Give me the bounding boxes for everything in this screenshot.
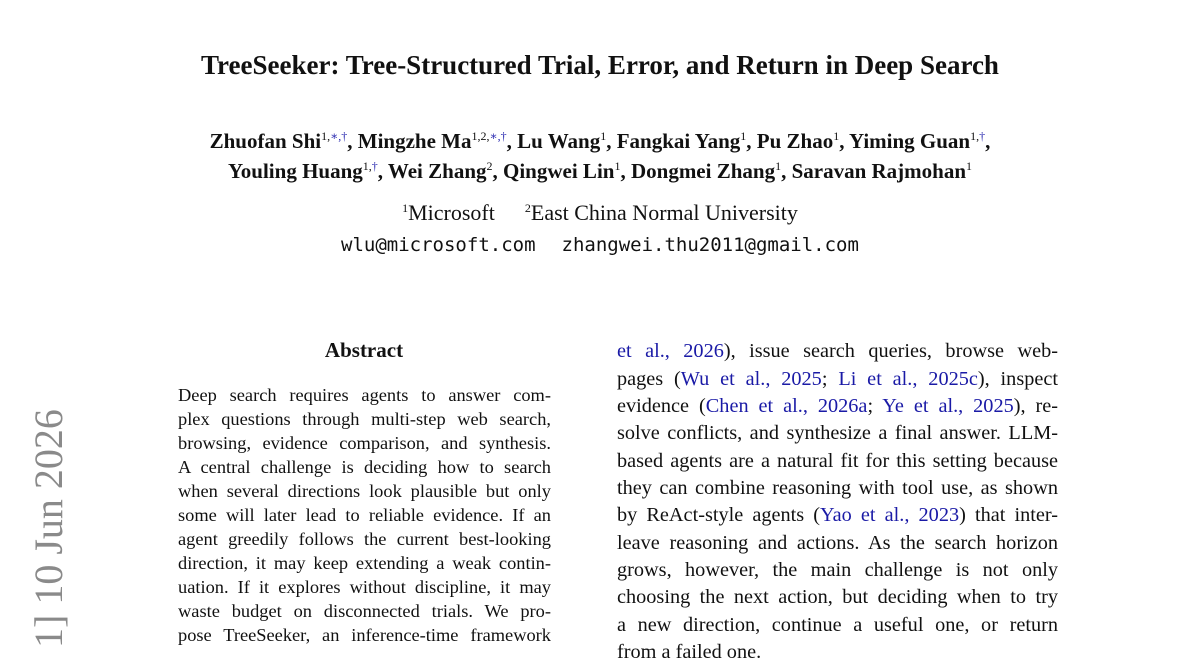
citation-link[interactable]: Ye et al., 2025 [882, 395, 1014, 417]
abstract-line: browsing, evidence comparison, and synthesis. [178, 433, 551, 453]
author: Youling Huang$^{1,\dagger}$, [227, 159, 388, 183]
abstract-line: pose TreeSeeker, an inference-time framework [178, 625, 551, 645]
author: Saravan Rajmohan$^1$ [791, 159, 973, 183]
author: Mingzhe $Ma^{1,2,∗,\dagger}$, [357, 129, 518, 153]
author: Pu Zhao$^1$, [756, 129, 849, 153]
affiliations [0, 199, 1200, 227]
abstract-line: waste budget on disconnected trials. We pro- [178, 601, 551, 621]
abstract-heading: Abstract [324, 338, 404, 362]
abstract-line: Deep search requires agents to answer com- [178, 385, 551, 405]
citation-link[interactable]: Wu et al., 2025 [680, 368, 822, 390]
paper-title: TreeSeeker: Tree-Structured Trial, Error, and Return in Deep Search [201, 50, 999, 80]
affiliation: $^2$East China Normal University [524, 200, 798, 225]
author: Yiming Guan$^{1,\dagger}$, [848, 129, 991, 153]
author: Dongmei Zhang$^1$, [630, 159, 792, 183]
abstract-line: agent greedily follows the current best-looking [178, 529, 551, 549]
citation-link[interactable]: Yao et al., 2023 [820, 504, 960, 526]
citation-link[interactable]: et al., 2026 [617, 340, 724, 362]
body-line: they can combine reasoning with tool use, as shown [617, 477, 1058, 499]
body-line: by ReAct-style agents (Yao et al., 2023) that inter- [617, 504, 1058, 526]
body-line: based agents are a natural fit for this setting because [617, 450, 1058, 472]
body-line: from a failed one. [617, 641, 762, 663]
author-list [0, 126, 1200, 186]
email-link[interactable]: zhangwei.thu2011@gmail.com [561, 234, 859, 256]
abstract-line: plex questions through multi-step web search, [178, 409, 551, 429]
abstract-line: uation. If it explores without discipline, it may [178, 577, 551, 597]
author-emails [0, 232, 1200, 258]
body-line: a new direction, continue a useful one, or return [617, 614, 1058, 636]
abstract-line: A central challenge is deciding how to search [178, 457, 551, 477]
body-line: choosing the next action, but deciding when to try [617, 586, 1058, 608]
author: Lu Wang$^1$, [517, 129, 617, 153]
body-line: solve conflicts, and synthesize a final answer. LLM- [617, 422, 1058, 444]
body-line: pages (Wu et al., 2025; Li et al., 2025c), inspect [617, 368, 1058, 390]
citation-link[interactable]: Li et al., 2025c [838, 368, 978, 390]
body-line: grows, however, the main challenge is not only [617, 559, 1058, 581]
body-line: evidence (Chen et al., 2026a; Ye et al., 2025), re- [617, 395, 1059, 417]
arxiv-stamp: 1] 10 Jun 2026 [26, 409, 71, 648]
body-line: et al., 2026), issue search queries, browse web- [617, 340, 1058, 362]
abstract-line: some will later lead to reliable evidence. If an [178, 505, 551, 525]
body-line: leave reasoning and actions. As the search horizon [617, 532, 1058, 554]
author-line-1 [0, 126, 1200, 156]
email-link[interactable]: wlu@microsoft.com [341, 234, 536, 256]
author: Qingwei Lin$^1$, [503, 159, 631, 183]
affiliation: $^1$Microsoft [402, 200, 495, 225]
author-line-2 [0, 156, 1200, 186]
abstract-line: direction, it may keep extending a weak contin- [178, 553, 551, 573]
citation-link[interactable]: Chen et al., 2026a [705, 395, 868, 417]
author: Zhuofan Shi$^{1,∗,\dagger}$, [209, 129, 358, 153]
author: Wei Zhang$^2$, [387, 159, 504, 183]
abstract-line: when several directions look plausible but only [178, 481, 551, 501]
author: Fangkai Yang$^1$, [616, 129, 757, 153]
